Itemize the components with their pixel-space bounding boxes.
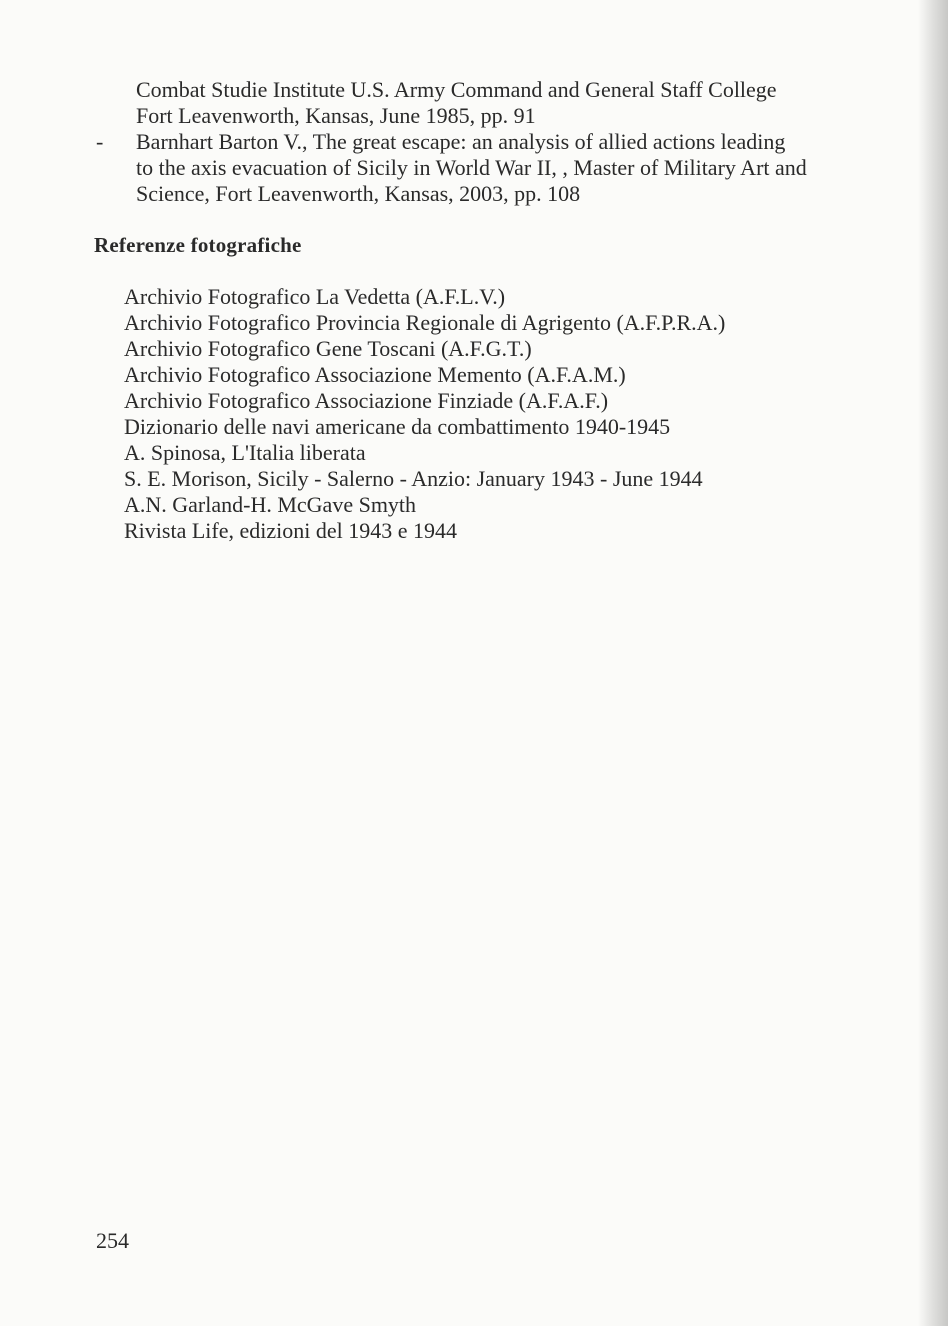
page-edge-shadow bbox=[918, 0, 948, 1326]
bibliography-line: Combat Studie Institute U.S. Army Command and General Staff College bbox=[136, 77, 777, 102]
list-item: A.N. Garland-H. McGave Smyth bbox=[124, 492, 417, 517]
list-item: A. Spinosa, L'Italia liberata bbox=[124, 440, 366, 465]
list-item: Archivio Fotografico La Vedetta (A.F.L.V.) bbox=[124, 284, 506, 309]
list-item: Dizionario delle navi americane da combattimento 1940-1945 bbox=[124, 414, 671, 439]
list-item: Archivio Fotografico Associazione Finziade (A.F.A.F.) bbox=[124, 388, 609, 413]
bibliography-line: to the axis evacuation of Sicily in World War II, , Master of Military Art and bbox=[136, 155, 807, 180]
list-item: Archivio Fotografico Provincia Regionale di Agrigento (A.F.P.R.A.) bbox=[124, 310, 726, 335]
page-number: 254 bbox=[96, 1228, 129, 1253]
list-dash-marker: - bbox=[96, 129, 104, 154]
bibliography-line: Science, Fort Leavenworth, Kansas, 2003, pp. 108 bbox=[136, 181, 581, 206]
list-item: Archivio Fotografico Gene Toscani (A.F.G.T.) bbox=[124, 336, 532, 361]
list-item: Rivista Life, edizioni del 1943 e 1944 bbox=[124, 518, 457, 543]
section-heading: Referenze fotografiche bbox=[94, 233, 302, 257]
bibliography-line: Fort Leavenworth, Kansas, June 1985, pp. 91 bbox=[136, 103, 536, 128]
bibliography-line: Barnhart Barton V., The great escape: an analysis of allied actions leading bbox=[136, 129, 786, 154]
list-item: Archivio Fotografico Associazione Memento (A.F.A.M.) bbox=[124, 362, 626, 387]
list-item: S. E. Morison, Sicily - Salerno - Anzio: January 1943 - June 1944 bbox=[124, 466, 703, 491]
